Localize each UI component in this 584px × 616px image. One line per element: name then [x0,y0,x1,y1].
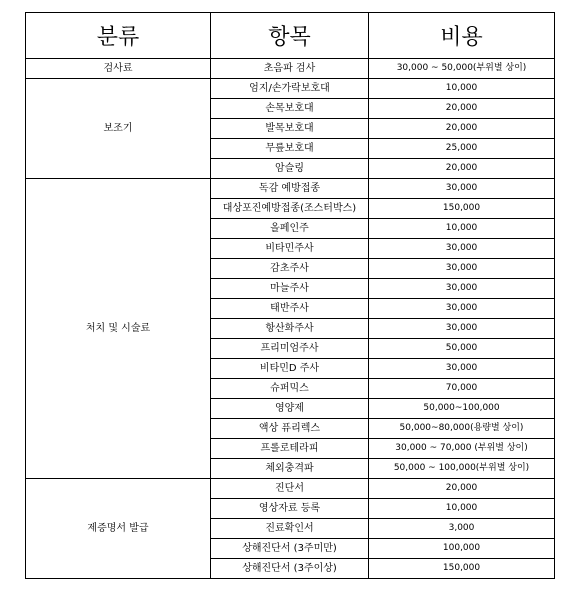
item-cell: 발목보호대 [211,119,369,139]
cost-cell: 50,000 ~ 100,000(부위별 상이) [369,459,555,479]
cost-cell: 70,000 [369,379,555,399]
cost-cell: 30,000 [369,319,555,339]
category-cell: 검사료 [26,59,211,79]
item-cell: 항산화주사 [211,319,369,339]
cost-cell: 50,000 [369,339,555,359]
item-cell: 프리미엄주사 [211,339,369,359]
table-row [26,79,555,99]
item-cell: 태반주사 [211,299,369,319]
cost-cell: 30,000 [369,239,555,259]
category-cell: 처치 및 시술료 [26,179,211,479]
item-cell: 진료확인서 [211,519,369,539]
item-cell: 마늘주사 [211,279,369,299]
header-item: 항목 [211,13,369,59]
item-cell: 초음파 검사 [211,59,369,79]
item-cell: 올페인주 [211,219,369,239]
cost-cell: 100,000 [369,539,555,559]
cost-cell: 30,000 ~ 70,000 (부위별 상이) [369,439,555,459]
item-cell: 진단서 [211,479,369,499]
cost-cell: 25,000 [369,139,555,159]
header-cost: 비용 [369,13,555,59]
cost-cell: 20,000 [369,479,555,499]
category-cell: 보조기 [26,79,211,179]
category-cell: 제증명서 발급 [26,479,211,579]
cost-cell: 3,000 [369,519,555,539]
item-cell: 암슬링 [211,159,369,179]
cost-cell: 30,000 [369,359,555,379]
item-cell: 대상포진예방접종(조스터박스) [211,199,369,219]
cost-cell: 10,000 [369,219,555,239]
item-cell: 상해진단서 (3주미만) [211,539,369,559]
item-cell: 손목보호대 [211,99,369,119]
cost-cell: 50,000~80,000(용량별 상이) [369,419,555,439]
cost-cell: 50,000~100,000 [369,399,555,419]
cost-cell: 30,000 [369,259,555,279]
table-row [26,479,555,499]
item-cell: 엄지/손가락보호대 [211,79,369,99]
item-cell: 슈퍼믹스 [211,379,369,399]
item-cell: 감초주사 [211,259,369,279]
item-cell: 프롤로테라피 [211,439,369,459]
item-cell: 무릎보호대 [211,139,369,159]
cost-cell: 30,000 [369,279,555,299]
cost-cell: 150,000 [369,559,555,579]
cost-cell: 10,000 [369,79,555,99]
table-row [26,179,555,199]
table-row [26,59,555,79]
cost-cell: 20,000 [369,99,555,119]
header-row [26,13,555,59]
item-cell: 비타민D 주사 [211,359,369,379]
cost-cell: 20,000 [369,159,555,179]
item-cell: 액상 퓨리렉스 [211,419,369,439]
cost-cell: 30,000 ~ 50,000(부위별 상이) [369,59,555,79]
item-cell: 독감 예방접종 [211,179,369,199]
cost-cell: 10,000 [369,499,555,519]
cost-cell: 150,000 [369,199,555,219]
header-category: 분류 [26,13,211,59]
cost-cell: 30,000 [369,299,555,319]
item-cell: 상해진단서 (3주이상) [211,559,369,579]
item-cell: 비타민주사 [211,239,369,259]
cost-cell: 20,000 [369,119,555,139]
item-cell: 영상자료 등록 [211,499,369,519]
cost-cell: 30,000 [369,179,555,199]
price-table [25,12,555,579]
item-cell: 영양제 [211,399,369,419]
item-cell: 체외충격파 [211,459,369,479]
